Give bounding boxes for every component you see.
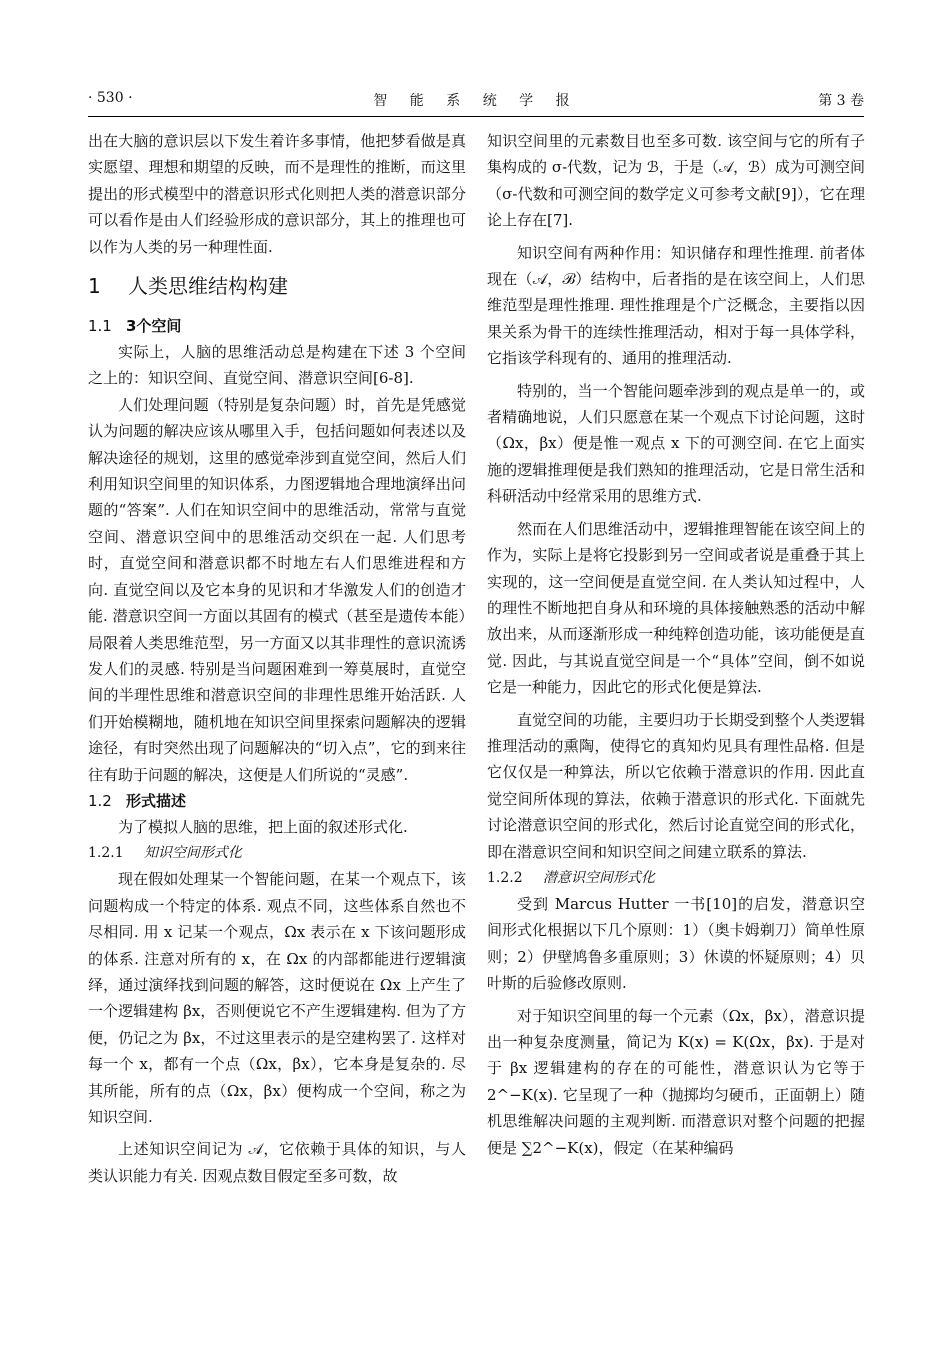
paragraph: 特别的，当一个智能问题牵涉到的观点是单一的，或者精确地说，人们只愿意在某一个观点下讨论问题，这时（Ωx，βx）便是惟一观点 x 下的可测空间. 在它上面实施的逻辑推理便是我们熟知的推理活动，它是日常生活和科研活动中经常采用的思维方式. [487, 381, 865, 506]
section-title: 人类思维结构构建 [128, 274, 288, 299]
page-number: · 530 · [88, 90, 133, 106]
paragraph: 现在假如处理某一个智能问题，在某一个观点下，该问题构成一个特定的体系. 观点不同，这些体系自然也不尽相同. 用 x 记某一个观点，Ωx 表示在 x 下该问题形成的体系. 注意对所有的 x，在 Ωx 的内部都能进行逻辑演绎，通过演绎找到问题的解答，这时便说在 Ωx 上产生了一个逻辑建构 βx，否则便说它不产生逻辑建构. 但为了方便，仍记之为 βx，不过这里表示的是空建构罢了. 这样对每一个 x，都有一个点（Ωx，βx），它本身是复杂的. 尽其所能，所有的点（Ωx，βx）便构成一个空间，称之为知识空间. [88, 870, 466, 1126]
paragraph: 知识空间里的元素数目也至多可数. 该空间与它的所有子集构成的 σ-代数，记为 ℬ，于是（𝒜，ℬ）成为可测空间（σ-代数和可测空间的数学定义可参考文献[9]），它在理论上存在[7]. [487, 132, 865, 230]
paragraph: 对于知识空间里的每一个元素（Ωx，βx），潜意识提出一种复杂度测量，简记为 K(x) = K(Ωx，βx). 于是对于 βx 逻辑建构的存在的可能性，潜意识认为它等于 2^−K(x). 它呈现了一种（抛掷均匀硬币，正面朝上）随机思维解决问题的主观判断. 而潜意识对整个问题的把握便是 ∑2^−K(x)，假定（在某种编码 [487, 1006, 865, 1157]
paragraph: 上述知识空间记为 𝒜，它依赖于具体的知识，与人类认识能力有关. 因观点数目假定至多可数，故 [88, 1140, 466, 1185]
paragraph: 然而在人们思维活动中，逻辑推理智能在该空间上的作为，实际上是将它投影到另一空间或者说是重叠于其上实现的，这一空间便是直觉空间. 在人类认知过程中，人的理性不断地把自身从和环境的具体接触熟悉的活动中解放出来，从而逐渐形成一种纯粹创造功能，该功能便是直觉. 因此，与其说直觉空间是一个“具体”空间，倒不如说它是一种能力，因此它的形式化便是算法. [487, 519, 865, 697]
section-number: 1 [88, 274, 101, 299]
subsubsection-number: 1.2.2 [487, 869, 523, 886]
journal-title: 智 能 系 统 学 报 [373, 93, 579, 109]
header-rule [88, 116, 864, 117]
subsection-number: 1.1 [88, 317, 112, 336]
subsection-heading [88, 313, 466, 339]
paragraph: 直觉空间的功能，主要归功于长期受到整个人类逻辑推理活动的熏陶，使得它的真知灼见具有理性品格. 但是它仅仅是一种算法，所以它依赖于潜意识的作用. 因此直觉空间所体现的算法，依赖于潜意识的形式化. 下面就先讨论潜意识空间的形式化，然后讨论直觉空间的形式化，即在潜意识空间和知识空间之间建立联系的算法. [487, 710, 865, 861]
paragraph: 受到 Marcus Hutter 一书[10]的启发，潜意识空间形式化根据以下几个原则：1）（奥卡姆剃刀）简单性原则；2）伊壁鸠鲁多重原则；3）休谟的怀疑原则；4）贝叶斯的后验修改原则. [487, 894, 865, 993]
subsection-title: 形式描述 [126, 791, 187, 810]
paragraph: 知识空间有两种作用：知识储存和理性推理. 前者体现在（𝒜，ℬ）结构中，后者指的是在该空间上，人们思维范型是理性推理. 理性推理是个广泛概念，主要指以因果关系为骨干的连续性推理活动，相对于每一具体学科，它指该学科现有的、通用的推理活动. [487, 243, 865, 368]
subsection-number: 1.2 [88, 791, 112, 810]
paragraph: 实际上，人脑的思维活动总是构建在下述 3 个空间之上的：知识空间、直觉空间、潜意识空间[6-8]. [88, 343, 466, 388]
subsubsection-heading [88, 840, 466, 866]
subsection-title: 3个空间 [126, 317, 182, 336]
subsection-heading [88, 788, 466, 814]
section-heading [88, 271, 466, 301]
subsubsection-title: 知识空间形式化 [144, 845, 242, 862]
paragraph: 为了模拟人脑的思维，把上面的叙述形式化. [118, 817, 408, 836]
volume-label: 第 3 卷 [818, 93, 864, 109]
subsubsection-number: 1.2.1 [88, 845, 124, 862]
running-header [88, 90, 864, 116]
paragraph: 出在大脑的意识层以下发生着许多事情，他把梦看做是真实愿望、理想和期望的反映，而不是理性的推断，而这里提出的形式模型中的潜意识形式化则把人类的潜意识部分可以看作是由人们经验形成的意识部分，其上的推理也可以作为人类的另一种理性面. [88, 132, 466, 256]
subsubsection-heading [487, 865, 865, 891]
left-column [88, 128, 466, 1189]
right-column [487, 128, 865, 1161]
paragraph: 人们处理问题（特别是复杂问题）时，首先是凭感觉认为问题的解决应该从哪里入手，包括问题如何表述以及解决途径的规划，这里的感觉牵涉到直觉空间，然后人们利用知识空间里的知识体系，力图逻辑地合理地演绎出问题的“答案”. 人们在知识空间中的思维活动，常常与直觉空间、潜意识空间中的思维活动交织在一起. 人们思考时，直觉空间和潜意识都不时地左右人们思维进程和方向. 直觉空间以及它本身的见识和才华激发人们的创造才能. 潜意识空间一方面以其固有的模式（甚至是遗传本能）局限着人类思维范型，另一方面又以其非理性的意识流诱发人们的灵感. 特别是当问题困难到一筹莫展时，直觉空间的半理性思维和潜意识空间的非理性思维开始活跃. 人们开始模糊地，随机地在知识空间里探索问题解决的逻辑途径，有时突然出现了问题解决的“切入点”，它的到来往往有助于问题的解决，这便是人们所说的“灵感”. [88, 395, 466, 784]
subsubsection-title: 潜意识空间形式化 [543, 869, 655, 886]
